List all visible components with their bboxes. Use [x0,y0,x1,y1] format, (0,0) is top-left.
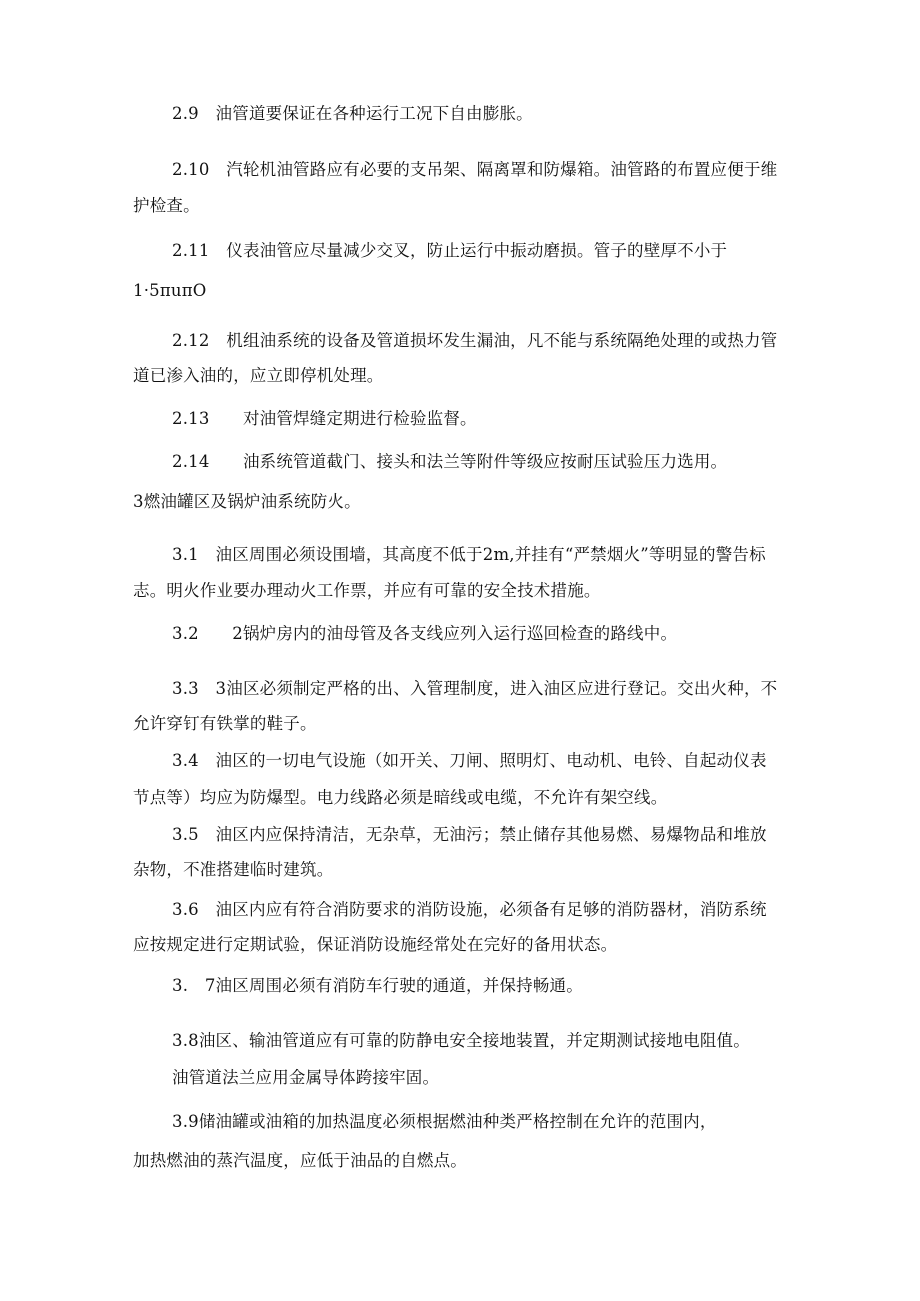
text-line-3-4: 3.4 油区的一切电气设施（如开关、刀闸、照明灯、电动机、电铃、自起动仪表 [172,751,767,770]
text-line-3-6-cont: 应按规定进行定期试验，保证消防设施经常处在完好的备用状态。 [133,935,618,954]
section-heading-3: 3燃油罐区及锅炉油系统防火。 [133,492,361,511]
text-line-3-8-cont: 油管道法兰应用金属导体跨接牢固。 [172,1068,440,1087]
text-line-3-3-cont: 允许穿钉有铁掌的鞋子。 [133,714,317,733]
text-line-2-12: 2.12 机组油系统的设备及管道损坏发生漏油，凡不能与系统隔绝处理的或热力管 [172,331,778,350]
text-line-3-2: 3.2 2锅炉房内的油母管及各支线应列入运行巡回检查的路线中。 [172,624,678,643]
text-line-2-12-cont: 道已渗入油的，应立即停机处理。 [133,366,384,385]
text-line-3-1-cont: 志。明火作业要办理动火工作票，并应有可靠的安全技术措施。 [133,581,601,600]
text-line-2-13: 2.13 对油管焊缝定期进行检验监督。 [172,409,477,428]
text-line-2-11-cont: 1·5πuπO [133,281,207,300]
text-line-3-3: 3.3 3油区必须制定严格的出、入管理制度，进入油区应进行登记。交出火种，不 [172,679,778,698]
text-line-3-9-cont: 加热燃油的蒸汽温度，应低于油品的自燃点。 [133,1151,467,1170]
text-line-3-9: 3.9储油罐或油箱的加热温度必须根据燃油种类严格控制在允许的范围内， [172,1112,717,1131]
text-line-2-14: 2.14 油系统管道截门、接头和法兰等附件等级应按耐压试验压力选用。 [172,452,728,471]
text-line-3-6: 3.6 油区内应有符合消防要求的消防设施，必须备有足够的消防器材，消防系统 [172,900,767,919]
text-line-2-9: 2.9 油管道要保证在各种运行工况下自由膨胀。 [172,104,533,123]
text-line-3-8: 3.8油区、输油管道应有可靠的防静电安全接地装置，并定期测试接地电阻值。 [172,1031,750,1050]
text-line-3-7: 3. 7油区周围必须有消防车行驶的通道，并保持畅通。 [172,976,583,995]
text-line-3-1: 3.1 油区周围必须设围墙，其高度不低于2m,并挂有“严禁烟火”等明显的警告标 [172,545,766,564]
text-line-2-11: 2.11 仪表油管应尽量减少交叉，防止运行中振动磨损。管子的壁厚不小于 [172,241,728,260]
text-line-3-5: 3.5 油区内应保持清洁，无杂草，无油污；禁止储存其他易燃、易爆物品和堆放 [172,825,767,844]
text-line-3-5-cont: 杂物，不准搭建临时建筑。 [133,860,334,879]
text-line-2-10: 2.10 汽轮机油管路应有必要的支吊架、隔离罩和防爆箱。油管路的布置应便于维 [172,160,778,179]
text-line-2-10-cont: 护检查。 [133,196,200,215]
text-line-3-4-cont: 节点等）均应为防爆型。电力线路必须是暗线或电缆，不允许有架空线。 [133,788,668,807]
